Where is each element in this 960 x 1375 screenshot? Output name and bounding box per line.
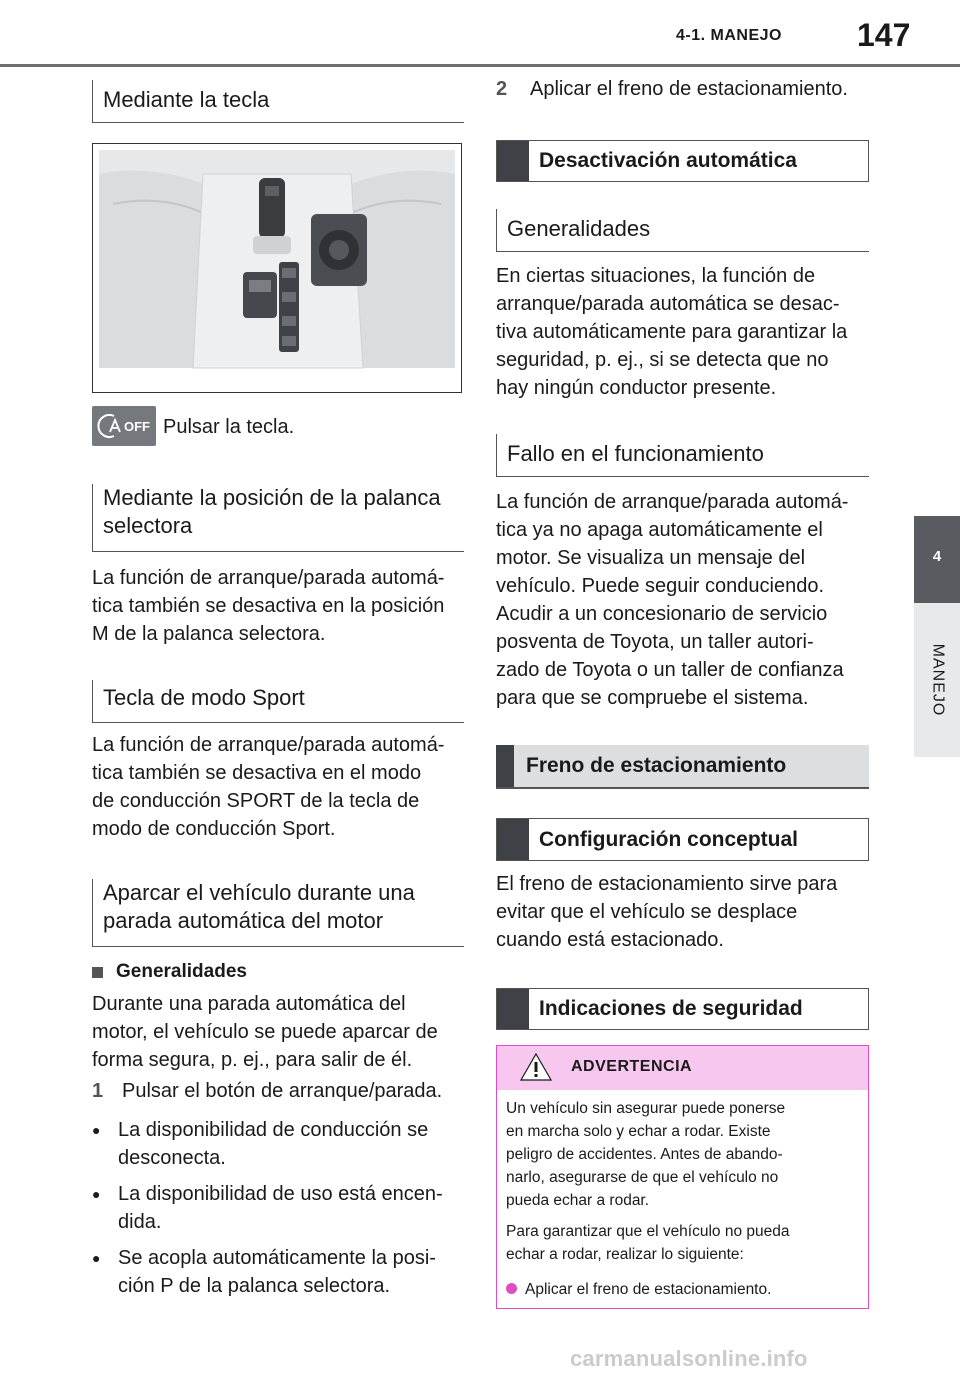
auto-off-icon-text: OFF xyxy=(124,419,150,434)
warning-box xyxy=(496,1045,869,1309)
para-config: El freno de estacionamiento sirve para evitar que el vehículo se desplace cuando está estacionado. xyxy=(496,873,838,951)
divider xyxy=(496,787,869,789)
bullet-dot-icon: ● xyxy=(92,1250,101,1266)
generalidades-label-row xyxy=(92,961,247,983)
heading-tecla-sport: Tecla de modo Sport xyxy=(92,680,464,723)
step-1-number: 1 xyxy=(92,1080,104,1102)
auto-start-stop-off-icon xyxy=(92,406,156,446)
section-title: 4-1. MANEJO xyxy=(676,27,782,44)
step-1 xyxy=(92,1077,472,1105)
list-item: ● La disponibilidad de conducción se desconecta. xyxy=(92,1116,472,1172)
bullet-list xyxy=(92,1116,472,1300)
step-2-text: Aplicar el freno de estacionamiento. xyxy=(530,78,848,100)
warning-body: Un vehículo sin asegurar puede ponerse en marcha solo y echar a rodar. Existe peligro de accidentes. Antes de abando- narlo, asegurarse de que el vehículo no pueda echar a rodar. Para garantizar que el vehículo no pueda echar a rodar, realizar lo siguiente: Aplicar el freno de estacionamiento. xyxy=(506,1097,856,1309)
heading-mediante-tecla: Mediante la tecla xyxy=(92,80,464,123)
list-item: ● La disponibilidad de uso está encen- dida. xyxy=(92,1180,472,1236)
warning-title: ADVERTENCIA xyxy=(571,1058,693,1075)
heading-fallo: Fallo en el funcionamiento xyxy=(496,434,869,477)
heading-aparcar: Aparcar el vehículo durante una parada automática del motor xyxy=(92,879,464,947)
para-sport: La función de arranque/parada automá- tica también se desactiva en el modo de conducción SPORT de la tecla de modo de conducción Sport. xyxy=(92,734,445,840)
bullet-dot-icon: ● xyxy=(92,1186,101,1202)
heading-posicion-palanca: Mediante la posición de la palanca selectora xyxy=(92,484,464,552)
box-desactivacion: Desactivación automática xyxy=(496,140,869,182)
press-key-text: Pulsar la tecla. xyxy=(163,416,295,438)
center-console-illustration xyxy=(93,144,461,392)
console-figure xyxy=(92,143,462,393)
generalidades-label: Generalidades xyxy=(116,961,247,982)
step-1-text: Pulsar el botón de arranque/parada. xyxy=(122,1080,443,1102)
chapter-tab-number: 4 xyxy=(932,548,942,565)
bullet-dot-icon: ● xyxy=(92,1122,101,1138)
warning-header xyxy=(497,1046,868,1090)
para-fallo: La función de arranque/parada automá- tica ya no apaga automáticamente el motor. Se visualiza un mensaje del vehículo. Puede seguir conduciendo. Acudir a un concesionario de servicio posventa de Toyota, un taller autori- zado de Toyota o un taller de confianza para que se compruebe el sistema. xyxy=(496,491,849,709)
para-aparcar: Durante una parada automática del motor, el vehículo se puede aparcar de forma segura, p. ej., para salir de él. xyxy=(92,993,438,1071)
box-configuracion: Configuración conceptual xyxy=(496,818,869,861)
header-rule xyxy=(0,64,960,67)
heading-generalidades: Generalidades xyxy=(496,209,869,252)
box-seguridad: Indicaciones de seguridad xyxy=(496,988,869,1030)
auto-off-button-icon xyxy=(92,406,156,446)
para-generalidades: En ciertas situaciones, la función de arranque/parada automática se desac- tiva automáticamente para garantizar la seguridad, p. ej., si se detecta que no hay ningún conductor presente. xyxy=(496,265,848,399)
list-item: ● Se acopla automáticamente la posi- ción P de la palanca selectora. xyxy=(92,1244,472,1300)
square-bullet-icon xyxy=(92,967,103,978)
warning-triangle-icon xyxy=(519,1052,553,1082)
chapter-tab-label: MANEJO xyxy=(929,643,947,717)
watermark: carmanualsonline.info xyxy=(570,1346,808,1371)
pink-bullet-icon xyxy=(506,1283,517,1294)
step-2-number: 2 xyxy=(496,78,508,100)
step-2 xyxy=(496,75,876,103)
warning-bullet: Aplicar el freno de estacionamiento. xyxy=(506,1278,856,1301)
box-freno-estacionamiento: Freno de estacionamiento xyxy=(496,745,869,787)
page-number: 147 xyxy=(857,17,911,53)
para-palanca: La función de arranque/parada automá- tica también se desactiva en la posición M de la palanca selectora. xyxy=(92,567,445,645)
